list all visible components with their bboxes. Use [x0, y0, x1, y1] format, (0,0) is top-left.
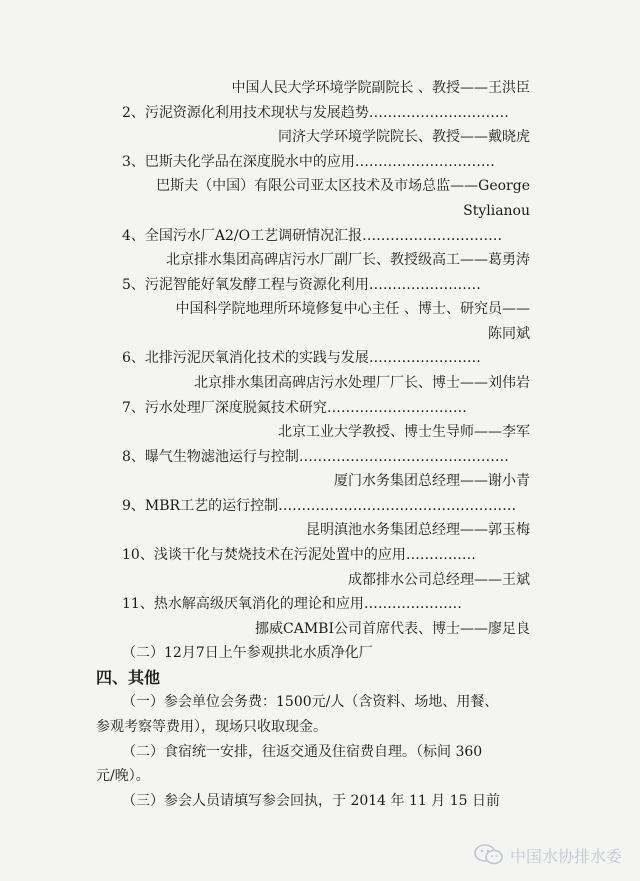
speaker-line: 成都排水公司总经理——王斌: [348, 572, 530, 588]
speaker-line: 北京排水集团高碑店污水处理厂厂长、博士——刘伟岩: [194, 375, 530, 391]
agenda-item: 8、曝气生物滤池运行与控制………………………………………: [122, 449, 509, 465]
paragraph-line: （二）食宿统一安排，往返交通及住宿费自理。（标间 360: [122, 744, 483, 760]
visit-line: （二）12月7日上午参观拱北水质净化厂: [122, 645, 373, 661]
agenda-item: 2、污泥资源化利用技术现状与发展趋势…………………………: [122, 105, 509, 121]
agenda-item: 7、污水处理厂深度脱氮技术研究…………………………: [122, 400, 467, 416]
speaker-line: 昆明滇池水务集团总经理——郭玉梅: [306, 522, 530, 538]
agenda-item: 9、MBR工艺的运行控制……………………………………………: [122, 498, 517, 514]
section-heading: 四、其他: [96, 668, 161, 687]
speaker-line: 北京排水集团高碑店污水厂副厂长、教授级高工——葛勇涛: [166, 252, 530, 268]
paragraph-line: 参观考察等费用），现场只收取现金。: [96, 719, 327, 735]
watermark: [474, 843, 622, 867]
speaker-line: 巴斯夫（中国）有限公司亚太区技术及市场总监——George: [156, 178, 530, 194]
watermark-text: 中国水协排水委: [509, 846, 622, 866]
speaker-line: 中国科学院地理所环境修复中心主任 、博士、研究员——: [175, 301, 530, 317]
agenda-item: 5、污泥智能好氧发酵工程与资源化利用……………………: [122, 277, 481, 293]
agenda-item: 3、巴斯夫化学品在深度脱水中的应用…………………………: [122, 154, 495, 170]
speaker-line: 北京工业大学教授、博士生导师——李军: [278, 424, 530, 440]
speaker-line: 陈同斌: [488, 326, 530, 342]
speaker-line: 厦门水务集团总经理——谢小青: [334, 473, 530, 489]
speaker-line: 同济大学环境学院院长、教授——戴晓虎: [278, 129, 530, 145]
speaker-line: Stylianou: [463, 203, 530, 219]
paragraph-line: （三）参会人员请填写参会回执，于 2014 年 11 月 15 日前: [122, 793, 500, 809]
agenda-item: 4、全国污水厂A2/O工艺调研情况汇报…………………………: [122, 228, 503, 244]
speaker-line: 中国人民大学环境学院副院长 、教授——王洪臣: [231, 80, 530, 96]
agenda-item: 6、北排污泥厌氧消化技术的实践与发展……………………: [122, 350, 481, 366]
wechat-icon: [474, 843, 504, 867]
agenda-item: 10、浅谈干化与焚烧技术在污泥处置中的应用……………: [122, 547, 476, 563]
speaker-line: 挪威CAMBI公司首席代表、博士——廖足良: [255, 621, 530, 637]
agenda-item: 11、热水解高级厌氧消化的理论和应用…………………: [122, 596, 462, 612]
paragraph-line: （一）参会单位会务费：1500元/人（含资料、场地、用餐、: [122, 694, 499, 710]
paragraph-line: 元/晚）。: [96, 768, 150, 784]
